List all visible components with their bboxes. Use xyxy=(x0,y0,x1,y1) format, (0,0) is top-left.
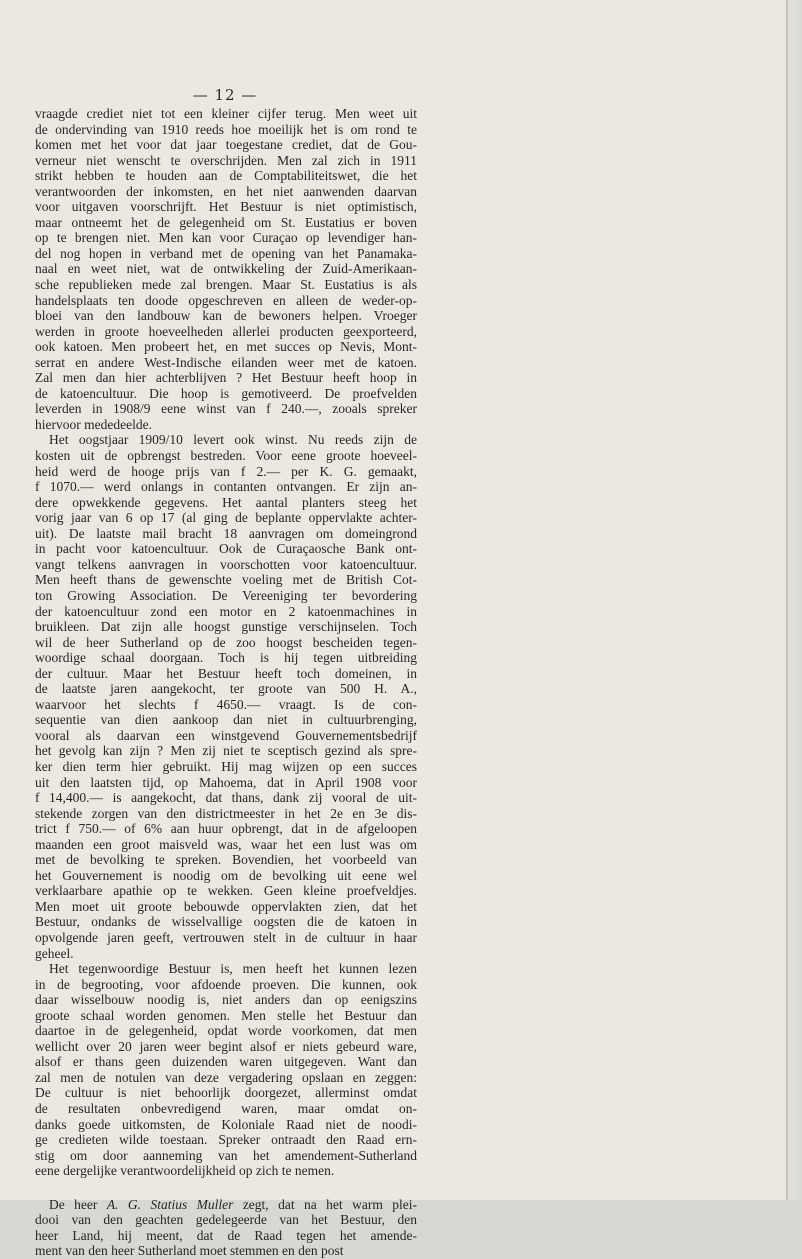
text-line: zal men de notulen van deze vergadering opslaan en zeggen: xyxy=(35,1069,417,1085)
text-line: wil de heer Sutherland op de zoo hoogst bescheiden tegen- xyxy=(35,634,417,650)
text-line xyxy=(35,1197,417,1213)
text-line: f 14,400.— is aangekocht, dat thans, dank zij vooral de uit- xyxy=(35,790,417,806)
text-line: de laatste jaren aangekocht, ter groote van 500 H. A., xyxy=(35,681,417,697)
text-line: serrat en andere West-Indische eilanden weer met de katoen. xyxy=(35,354,417,370)
text-line: verklaarbare apathie op te wekken. Geen kleine proefveldjes. xyxy=(35,883,417,899)
text-line: Zal men dan hier achterblijven ? Het Bestuur heeft hoop in xyxy=(35,370,417,386)
text-line: groote schaal worden genomen. Men stelle het Bestuur dan xyxy=(35,1007,417,1023)
text-line: eene dergelijke verantwoordelijkheid op zich te nemen. xyxy=(35,1163,335,1179)
text-line: uit). De laatste mail bracht 18 aanvragen om domeingrond xyxy=(35,525,417,541)
text-line: voor uitgaven voorschrijft. Het Bestuur is niet optimistisch, xyxy=(35,199,417,215)
body-text xyxy=(35,106,417,1259)
text-line: daar wisselbouw noodig is, niet anders dan op eenigszins xyxy=(35,992,417,1008)
text-line: maar ontneemt het de gelegenheid om St. Eustatius er boven xyxy=(35,214,417,230)
text-line: de ondervinding van 1910 reeds hoe moeilijk het is om rond te xyxy=(35,121,417,137)
text-line: handelsplaats ten doode opgeschreven en alleen de weder-op- xyxy=(35,292,417,308)
text-line: komen met het voor dat jaar toegestane crediet, dat de Gou- xyxy=(35,137,417,153)
text-line: de resultaten onbevredigend waren, maar omdat on- xyxy=(35,1101,417,1116)
text-line: vorig jaar van 6 op 17 (al ging de beplante oppervlakte achter- xyxy=(35,510,417,526)
paragraph xyxy=(35,432,417,961)
speaker-intro: De heer xyxy=(49,1196,98,1212)
text-line: in de begrooting, voor afdoende proeven. Die kunnen, ook xyxy=(35,976,417,992)
text-line: ker dien term hier gebruikt. Hij mag wijzen op een succes xyxy=(35,758,417,774)
text-line: geheel. xyxy=(35,945,74,961)
text-line: vangt telkens aanvragen in voorschotten voor katoencultuur. xyxy=(35,556,417,572)
page-number: — 12 — xyxy=(192,86,258,104)
text-line: stekende zorgen van den districtmeester in het 2e en 3e dis- xyxy=(35,805,417,821)
text-line: Men heeft thans de gewenschte voeling met de British Cot- xyxy=(35,572,417,588)
text-line: de katoencultuur. Die hoop is gemotiveerd. De proefvelden xyxy=(35,385,417,401)
text-line: ment van den heer Sutherland moet stemmen en den post xyxy=(35,1243,344,1259)
text-line: werden in groote hoeveelheden allerlei producten geexporteerd, xyxy=(35,323,417,339)
paragraph xyxy=(35,106,417,432)
text-line: verantwoorden der inkomsten, en het niet aanwenden daarvan xyxy=(35,183,417,199)
text-line: sche republieken mede zal brengen. Maar St. Eustatius is als xyxy=(35,277,417,293)
text-line: naal en weet niet, wat de ontwikkeling der Zuid-Amerikaan- xyxy=(35,261,417,277)
text-line: del nog hopen in verband met de opening van het Panamaka- xyxy=(35,245,417,261)
text-line: bloei van den landbouw kan de bewoners helpen. Vroeger xyxy=(35,308,417,324)
text-line: Bestuur, ondanks de wisselvallige oogsten die de katoen in xyxy=(35,914,417,930)
text-line: ton Growing Association. De Vereeniging ter bevordering xyxy=(35,587,417,603)
text-line: strikt hebben te houden aan de Comptabiliteitswet, die het xyxy=(35,168,417,184)
text-line: vooral als daarvan een winstgevend Gouvernementsbedrijf xyxy=(35,727,417,743)
text-line: hiervoor mededeelde. xyxy=(35,416,152,432)
text-line: het Gouvernement is noodig om de bevolking uit eene wel xyxy=(35,867,417,883)
text-line: stig om door aanneming van het amendement-Sutherland xyxy=(35,1147,417,1163)
text-line: f 1070.— werd onlangs in contanten ontvangen. Er zijn an- xyxy=(35,479,417,495)
speaker-after: zegt, dat na het warm plei- xyxy=(242,1196,418,1212)
text-line: heid werd de hooge prijs van f 2.— per K. G. gemaakt, xyxy=(35,463,417,479)
text-line: der cultuur. Maar het Bestuur heeft toch domeinen, in xyxy=(35,665,417,681)
text-line: De cultuur is niet behoorlijk doorgezet, allerminst omdat xyxy=(35,1085,417,1101)
text-line: trict f 750.— of 6% aan huur opbrengt, dat in de afgeloopen xyxy=(35,821,417,837)
speaker-name: A. G. Statius Muller xyxy=(106,1196,234,1212)
text-line: heer Land, hij meent, dat de Raad tegen het amende- xyxy=(35,1227,417,1243)
text-line: leverden in 1908/9 eene winst van f 240.—, zooals spreker xyxy=(35,401,417,417)
text-line: opvolgende jaren geeft, vertrouwen stelt in de cultuur in haar xyxy=(35,929,417,945)
text-line: waarvoor het slechts f 4650.— vraagt. Is de con- xyxy=(35,696,417,712)
binding-edge xyxy=(786,0,802,1200)
text-line: daartoe in de gelegenheid, opdat worde voorkomen, dat men xyxy=(35,1023,417,1039)
text-line: Men moet uit groote bebouwde oppervlakten zien, dat het xyxy=(35,898,417,914)
text-line: ook katoen. Men probeert het, en met succes op Nevis, Mont- xyxy=(35,339,417,355)
paragraph xyxy=(35,961,417,1179)
text-line: sequentie van dien aankoop dan niet in cultuurbrenging, xyxy=(35,712,417,728)
text-line: het gevolg kan zijn ? Men zij niet te sceptisch gezind als spre- xyxy=(35,743,417,759)
paragraph xyxy=(35,1197,417,1259)
text-line: in pacht voor katoencultuur. Ook de Curaçaosche Bank ont- xyxy=(35,541,417,557)
text-line: dere opwekkende gegevens. Het aantal planters steeg het xyxy=(35,494,417,510)
paragraph-gap xyxy=(35,1179,417,1197)
text-line: op te brengen niet. Men kan voor Curaçao op levendiger han- xyxy=(35,230,417,246)
text-line: verneur niet wenscht te overschrijden. Men zal zich in 1911 xyxy=(35,152,417,168)
text-line: vraagde crediet niet tot een kleiner cijfer terug. Men weet uit xyxy=(35,106,417,121)
text-line: Het tegenwoordige Bestuur is, men heeft het kunnen lezen xyxy=(49,961,417,977)
text-line: Het oogstjaar 1909/10 levert ook winst. Nu reeds zijn de xyxy=(49,432,417,448)
text-line: dooi van den geachten gedelegeerde van het Bestuur, den xyxy=(35,1212,417,1228)
text-line: der katoencultuur zond een motor en 2 katoenmachines in xyxy=(35,603,417,619)
text-line: wellicht over 20 jaren weer begint alsof er niets gebeurd ware, xyxy=(35,1038,417,1054)
text-line: danks goede uitkomsten, de Koloniale Raad niet de noodi- xyxy=(35,1116,417,1132)
text-line: kosten uit de opbrengst bestreden. Voor eene groote hoeveel- xyxy=(35,448,417,464)
text-line: alsof er thans geen duizenden waren uitgegeven. Want dan xyxy=(35,1054,417,1070)
text-line: woordige schaal doorgaan. Toch is hij tegen uitbreiding xyxy=(35,650,417,666)
text-line: bruikleen. Dat zijn alle hoogst gunstige verschijnselen. Toch xyxy=(35,619,417,635)
text-line: maanden een groot maisveld was, waar het een lust was om xyxy=(35,836,417,852)
text-line: uit den laatsten tijd, op Mahoema, dat in April 1908 voor xyxy=(35,774,417,790)
text-line: ge credieten wilde toestaan. Spreker ontraadt den Raad ern- xyxy=(35,1132,417,1148)
text-line: met de bevolking te spreken. Bovendien, het voorbeeld van xyxy=(35,852,417,868)
